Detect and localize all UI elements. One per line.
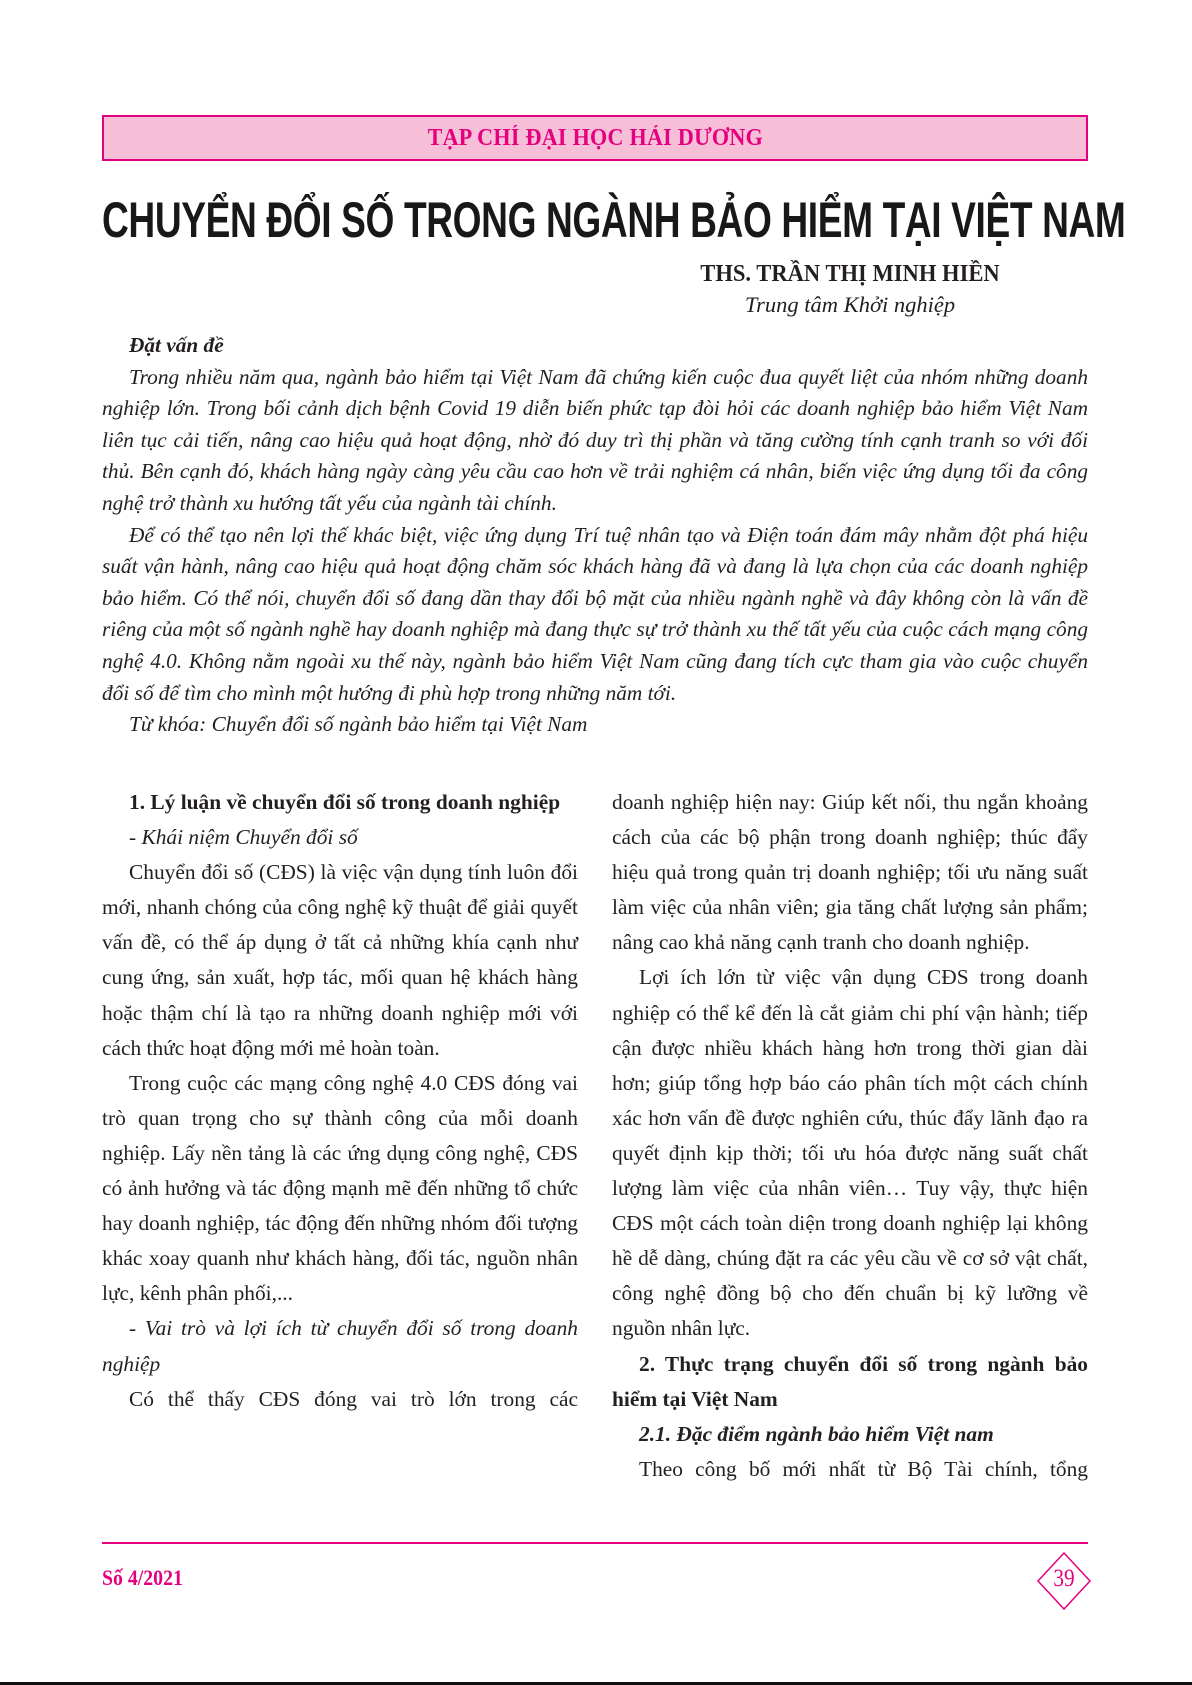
section-heading: 2. Thực trạng chuyển đổi số trong ngành bảo hiểm tại Việt Nam — [612, 1351, 1088, 1411]
page-number-badge — [1036, 1552, 1092, 1608]
body-column-left — [102, 785, 578, 1417]
abstract-heading: Đặt vấn đề — [129, 333, 224, 357]
body-paragraph: Có thể thấy CĐS đóng vai trò lớn trong các — [129, 1386, 578, 1411]
author-affiliation: Trung tâm Khởi nghiệp — [744, 292, 956, 317]
abstract-paragraph: Để có thể tạo nên lợi thế khác biệt, việc ứng dụng Trí tuệ nhân tạo và Điện toán đám mây nhằm đột phá hiệu suất vận hành, nâng cao hiệu quả hoạt động chăm sóc khách hàng đã và đang là lựa chọn của các doanh nghiệp bảo hiểm. Có thể nói, chuyển đổi số đang dần thay đổi bộ mặt của nhiều ngành nghề và đây không còn là vấn đề riêng của một số ngành nghề hay doanh nghiệp mà đang thực sự trở thành xu thế tất yếu của cuộc cách mạng công nghệ 4.0. Không nằm ngoài xu thế này, ngành bảo hiểm Việt Nam cũng đang tích cực tham gia vào cuộc chuyển đổi số để tìm cho mình một hướng đi phù hợp trong những năm tới. — [102, 522, 1088, 705]
article-title: CHUYỂN ĐỔI SỐ TRONG NGÀNH BẢO HIỂM TẠI VIỆT NAM — [102, 192, 1126, 248]
body-paragraph: Theo công bố mới nhất từ Bộ Tài chính, tổng — [639, 1456, 1088, 1481]
body-paragraph: Chuyển đổi số (CĐS) là việc vận dụng tính luôn đổi mới, nhanh chóng của công nghệ kỹ thuật để giải quyết vấn đề, có thể áp dụng ở tất cả những khía cạnh như cung ứng, sản xuất, hợp tác, mối quan hệ khách hàng hoặc thậm chí là tạo ra những doanh nghiệp mới với cách thức hoạt động mới mẻ hoàn toàn. — [102, 860, 578, 1060]
issue-number: Số 4/2021 — [102, 1565, 183, 1590]
journal-header-banner — [102, 115, 1088, 161]
subheading: - Khái niệm Chuyển đổi số — [129, 825, 358, 850]
body-column-right — [612, 785, 1088, 1487]
footer-divider — [102, 1542, 1088, 1544]
body-paragraph: doanh nghiệp hiện nay: Giúp kết nối, thu ngắn khoảng cách của các bộ phận trong doanh nghiệp; thúc đẩy hiệu quả trong quản trị doanh nghiệp; tối ưu năng suất làm việc của nhân viên; gia tăng chất lượng sản phẩm; nâng cao khả năng cạnh tranh cho doanh nghiệp. — [612, 790, 1088, 955]
section-heading: 1. Lý luận về chuyển đổi số trong doanh nghiệp — [129, 790, 561, 814]
abstract-paragraph: Trong nhiều năm qua, ngành bảo hiểm tại Việt Nam đã chứng kiến cuộc đua quyết liệt của nhóm những doanh nghiệp lớn. Trong bối cảnh dịch bệnh Covid 19 diễn biến phức tạp đòi hỏi các doanh nghiệp bảo hiểm Việt Nam liên tục cải tiến, nâng cao hiệu quả hoạt động, nhờ đó duy trì thị phần và tăng cường tính cạnh tranh so với đối thủ. Bên cạnh đó, khách hàng ngày càng yêu cầu cao hơn về trải nghiệm cá nhân, biến việc ứng dụng tối đa công nghệ trở thành xu hướng tất yếu của ngành tài chính. — [102, 364, 1088, 515]
page-number: 39 — [1053, 1565, 1075, 1592]
body-paragraph: Lợi ích lớn từ việc vận dụng CĐS trong doanh nghiệp có thể kể đến là cắt giảm chi phí vận hành; tiếp cận được nhiều khách hàng hơn trong thời gian dài hơn; giúp tổng hợp báo cáo phân tích một cách chính xác hơn vấn đề được nghiên cứu, thúc đẩy lãnh đạo ra quyết định kịp thời; tối ưu hóa được năng suất chất lượng làm việc của nhân viên… Tuy vậy, thực hiện CĐS một cách toàn diện trong doanh nghiệp lại không hề dễ dàng, chúng đặt ra các yêu cầu về cơ sở vật chất, công nghệ đồng bộ cho đến chuẩn bị kỹ lưỡng về nguồn nhân lực. — [612, 965, 1088, 1341]
journal-name: TẠP CHÍ ĐẠI HỌC HẢI DƯƠNG — [427, 124, 763, 151]
abstract — [102, 330, 1088, 741]
author-name: THS. TRẦN THỊ MINH HIỀN — [700, 261, 1000, 287]
subsection-heading: 2.1. Đặc điểm ngành bảo hiểm Việt nam — [639, 1421, 994, 1446]
author-block — [620, 258, 1080, 320]
keywords: Từ khóa: Chuyển đổi số ngành bảo hiểm tại Việt Nam — [129, 712, 588, 737]
subheading: - Vai trò và lợi ích từ chuyển đổi số trong doanh nghiệp — [102, 1316, 578, 1376]
body-paragraph: Trong cuộc các mạng công nghệ 4.0 CĐS đóng vai trò quan trọng cho sự thành công của mỗi doanh nghiệp. Lấy nền tảng là các ứng dụng công nghệ, CĐS có ảnh hưởng và tác động mạnh mẽ đến những tổ chức hay doanh nghiệp, tác động đến những nhóm đối tượng khác xoay quanh như khách hàng, đối tác, nguồn nhân lực, kênh phân phối,... — [102, 1070, 578, 1306]
